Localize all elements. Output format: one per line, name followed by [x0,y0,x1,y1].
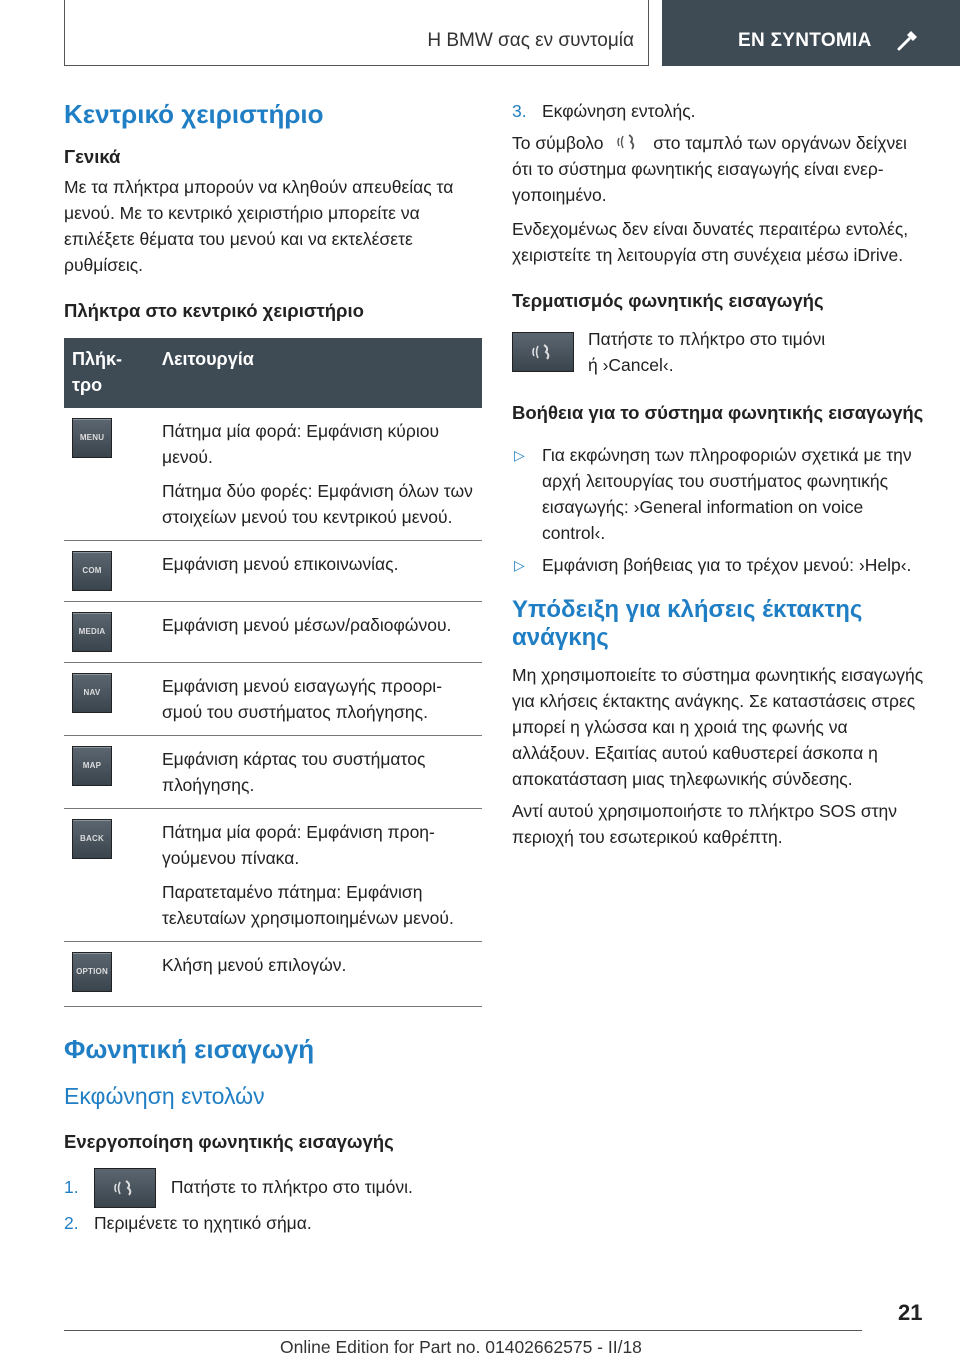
table-row [64,942,482,1007]
idrive-text: Ενδεχομένως δεν είναι δυνατές περαιτέρω εντολές, χειριστείτε τη λειτουργία στη συνέχεια μέσω iDrive. [512,219,909,265]
step-number: 1. [64,1177,79,1197]
footer-divider [64,1330,862,1331]
page-number: 21 [898,1300,923,1325]
emergency-text-1: Μη χρησιμοποιείτε το σύστημα φωνητικής εισαγωγής για κλήσεις έκτακτης ανάγκης. Σε καταστάσεις στρες μπορεί η γλώσσα και η χροιά της φωνής να αλλάξουν. Εξαιτίας αυτού καθυστερεί άσκοπα η αποκατάσταση μιας τηλεφωνικής σύνδεσης. [512,665,924,789]
table-row [64,408,482,541]
com-button-icon: COM [72,551,112,591]
row-text: Πάτημα μία φορά: Εμφάνιση προηγούμενου πίνακα. [162,822,435,868]
triangle-bullet-icon: ▷ [514,557,525,573]
general-text: Με τα πλήκτρα μπορούν να κληθούν απευθείας τα μενού. Με το κεντρικό χειριστήριο μπορείτε να επιλέξετε θέματα του μενού και να εκτελέσετε ρυθμίσεις. [64,177,454,275]
step-number: 3. [512,101,527,121]
menu-button-icon: MENU [72,418,112,458]
list-item [64,1167,482,1208]
table-row [64,663,482,736]
table-row [64,541,482,602]
buttons-table [64,338,482,1007]
activation-heading: Ενεργοποίηση φωνητικής εισαγωγής [64,1131,394,1152]
end-voice-line2: ή ›Cancel‹. [588,355,674,375]
step-text: Πατήστε το πλήκτρο στο τιμόνι. [170,1177,413,1197]
list-item [64,1210,482,1236]
end-voice-heading: Τερματισμός φωνητικής εισαγωγής [512,290,824,311]
right-column [512,98,930,850]
table-row [64,809,482,942]
triangle-bullet-icon: ▷ [514,447,525,463]
voice-input-title: Φωνητική εισαγωγή [64,1034,315,1064]
table-header-row [64,338,482,408]
emergency-text-2: Αντί αυτού χρησιμοποιήστε το πλήκτρο SOS στην περιοχή του εσωτερικού καθρέπτη. [512,801,898,847]
row-text: Παρατεταμένο πάτημα: Εμφάνιση τελευταίων χρησιμοποιημένων μενού. [162,882,454,928]
step-three-list [512,98,930,124]
list-item [512,442,930,546]
map-button-icon: MAP [72,746,112,786]
table-row [64,602,482,663]
left-column [64,98,482,1236]
voice-symbol-icon [614,133,642,151]
voice-button-icon [512,332,574,372]
row-text: Εμφάνιση μενού μέσων/ραδιοφώνου. [162,615,452,635]
end-voice-line1: Πατήστε το πλήκτρο στο τιμόνι [588,329,826,349]
activation-steps [64,1167,482,1236]
help-heading: Βοήθεια για το σύστημα φωνητικής εισαγωγής [512,402,924,423]
table-row [64,736,482,809]
help-list [512,442,930,578]
header-section-tab [64,0,649,66]
row-text: Κλήση μενού επιλογών. [162,955,347,975]
help-item-text: Εμφάνιση βοήθειας για το τρέχον μενού: ›Help‹. [542,555,912,575]
buttons-heading: Πλήκτρα στο κεντρικό χειριστήριο [64,300,364,321]
back-button-icon: BACK [72,819,112,859]
header-chapter-label: ΕΝ ΣΥΝΤΟΜΙΑ [738,30,872,51]
voice-button-icon [94,1168,156,1208]
symbol-text [512,130,930,208]
step-text: Εκφώνηση εντολής. [542,101,696,121]
table-header-button: Πλήκτρο [72,349,123,395]
hammer-icon [896,30,920,52]
footer-edition: Online Edition for Part no. 01402662575 - II/18 [280,1337,642,1357]
help-item-text: Για εκφώνηση των πληροφοριών σχετικά με την αρχή λειτουργίας του συστήματος φωνητικής εισαγωγής: ›General information on voice control‹. [542,445,912,543]
nav-button-icon: NAV [72,673,112,713]
row-text: Πάτημα δύο φορές: Εμφάνιση όλων των στοιχείων μενού του κεντρικού μενού. [162,481,473,527]
step-number: 2. [64,1213,79,1234]
central-controller-title: Κεντρικό χειριστήριο [64,99,324,129]
option-button-icon: OPTION [72,952,112,992]
media-button-icon: MEDIA [72,612,112,652]
list-item [512,98,930,124]
list-item [512,552,930,578]
general-heading: Γενικά [64,146,121,167]
row-text: Εμφάνιση μενού εισαγωγής προορισμού του συστήματος πλοήγησης. [162,676,443,722]
symbol-text-pre: Το σύμβολο [512,133,604,153]
step-text: Περιμένετε το ηχητικό σήμα. [94,1213,312,1234]
row-text: Πάτημα μία φορά: Εμφάνιση κύριου μενού. [162,421,440,467]
row-text: Εμφάνιση μενού επικοινωνίας. [162,554,399,574]
end-voice-row [512,326,930,378]
table-header-function: Λειτουργία [162,349,254,369]
row-text: Εμφάνιση κάρτας του συστήματος πλοήγησης. [162,749,426,795]
commands-subtitle: Εκφώνηση εντολών [64,1083,265,1109]
symbol-text-post: στο ταμπλό των οργάνων δείχνει ότι το σύστημα φωνητικής εισαγωγής είναι ενεργοποιημένο. [512,133,907,205]
header-section-label: Η BMW σας εν συντομία [427,30,634,51]
emergency-title: Υπόδειξη για κλήσεις έκτακτης ανάγκης [512,596,863,651]
